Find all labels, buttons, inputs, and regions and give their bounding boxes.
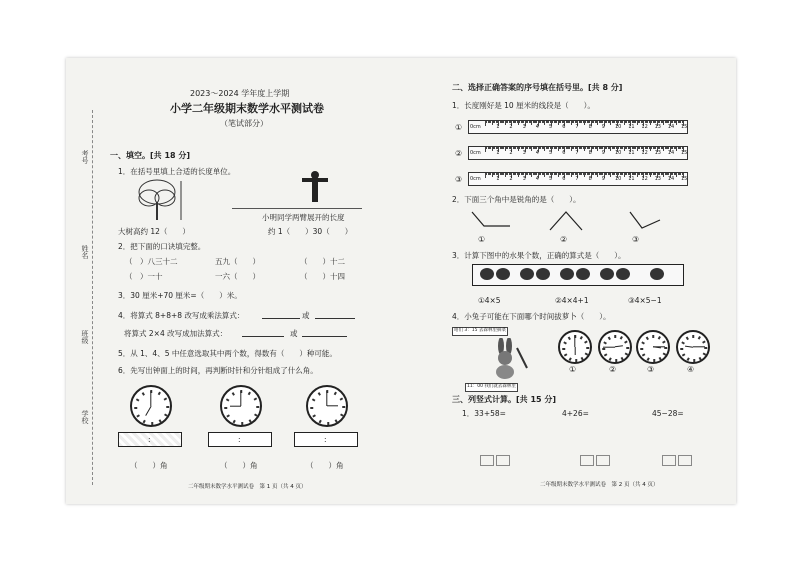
calc-q1c: 45−28= bbox=[652, 409, 684, 418]
clock-hour-mark bbox=[659, 357, 662, 360]
clock-hour-mark bbox=[584, 340, 587, 343]
ruler-unit-label: 0cm bbox=[470, 124, 481, 130]
ruler bbox=[468, 172, 688, 186]
footer-left: 二年级期末数学水平测试卷 第 1 页（共 4 页） bbox=[188, 484, 307, 490]
clock-hour-mark bbox=[663, 352, 666, 355]
clock-hour-mark bbox=[581, 357, 584, 360]
clock-hour-mark bbox=[563, 342, 566, 345]
clock-hour-mark bbox=[614, 335, 616, 338]
q3-option: ③4×5−1 bbox=[628, 296, 662, 305]
ruler bbox=[468, 120, 688, 134]
clock-hour-mark bbox=[248, 392, 251, 395]
q4-or-2: 或 bbox=[290, 329, 298, 338]
ruler-number: 13 bbox=[654, 176, 661, 182]
clock-hour-mark bbox=[254, 397, 257, 400]
clock-hour-mark bbox=[647, 358, 650, 361]
clock-hour-mark bbox=[641, 342, 644, 345]
clock-option bbox=[636, 330, 670, 364]
fruit-icon bbox=[650, 268, 664, 280]
r-q3-text: 3．计算下图中的水果个数，正确的算式是（ ）。 bbox=[452, 251, 626, 260]
clock-hour-mark bbox=[609, 358, 612, 361]
minute-hand bbox=[603, 346, 615, 347]
clock-hour-mark bbox=[233, 420, 236, 423]
clock-hour-mark bbox=[224, 408, 227, 410]
fruit-icon bbox=[560, 268, 574, 280]
q4-blank-2a[interactable] bbox=[242, 336, 284, 337]
clock-hour-mark bbox=[335, 419, 338, 422]
section3-heading: 三、列竖式计算。[共 15 分] bbox=[452, 395, 557, 404]
rabbit-image bbox=[485, 338, 535, 380]
r-q4-text: 4．小兔子可能在下面哪个时间拔萝卜（ ）。 bbox=[452, 312, 611, 321]
gutter-label-class: 班级 bbox=[81, 330, 89, 344]
clock-hour-mark bbox=[143, 420, 146, 423]
option-mark: ① bbox=[455, 123, 463, 132]
clock-hour-mark bbox=[256, 406, 259, 408]
clock-hour-mark bbox=[242, 422, 244, 425]
ruler-number: 4 bbox=[535, 124, 539, 130]
q4-text-2: 将算式 2×4 改写成加法算式： bbox=[124, 329, 228, 338]
gutter-label-id: 考号 bbox=[81, 150, 89, 164]
rabbit-speech-2: 11：00 我们就去森林里 bbox=[465, 383, 518, 392]
r-q1-text: 1．长度刚好是 10 厘米的线段是（ ）。 bbox=[452, 101, 595, 110]
clock-hour-mark bbox=[152, 422, 154, 425]
q2-text: 2．把下面的口诀填完整。 bbox=[118, 242, 206, 251]
clock-hour-mark bbox=[642, 354, 645, 357]
angle-answer[interactable]: （ ）角 bbox=[220, 461, 258, 470]
fruit-icon bbox=[480, 268, 494, 280]
angle-option-mark: ② bbox=[560, 235, 568, 244]
r-q2-text: 2．下面三个角中是锐角的是（ ）。 bbox=[452, 195, 581, 204]
time-answer-box[interactable] bbox=[208, 432, 272, 447]
q4-blank-1b[interactable] bbox=[315, 318, 355, 319]
hour-hand bbox=[327, 405, 338, 406]
clock-hour-mark bbox=[342, 406, 345, 408]
clock-hour-mark bbox=[680, 349, 683, 351]
q3-option: ①4×5 bbox=[478, 296, 501, 305]
clock-hour-mark bbox=[640, 349, 643, 351]
ruler-number: 14 bbox=[667, 176, 675, 182]
person-arms-image bbox=[300, 170, 330, 204]
option-mark: ③ bbox=[455, 175, 463, 184]
clock-option bbox=[558, 330, 592, 364]
ruler-number: 14 bbox=[667, 150, 675, 156]
clock-hour-mark bbox=[686, 337, 689, 340]
q2-item: 五九（ ） bbox=[215, 257, 260, 266]
time-answer-box[interactable] bbox=[118, 432, 182, 447]
calc-q1a: 1．33+58= bbox=[462, 409, 506, 418]
clock-hour-mark bbox=[624, 340, 627, 343]
q2-item: （ ）八三十二 bbox=[125, 257, 178, 266]
ruler-number: 2 bbox=[509, 150, 513, 156]
section1-heading: 一、填空。[共 18 分] bbox=[110, 151, 191, 160]
ruler-number: 6 bbox=[562, 124, 566, 130]
clock-option-mark: ③ bbox=[647, 365, 655, 374]
ruler-number: 15 bbox=[681, 124, 688, 130]
clock-option-mark: ④ bbox=[687, 365, 695, 374]
ruler-number: 1 bbox=[496, 176, 500, 182]
ruler-number: 7 bbox=[575, 150, 579, 156]
header-year: 2023～2024 学年度上学期 bbox=[190, 89, 290, 98]
ruler-number: 5 bbox=[549, 176, 553, 182]
ruler-number: 11 bbox=[628, 176, 635, 182]
gutter-label-school: 学校 bbox=[81, 410, 89, 424]
fruit-icon bbox=[576, 268, 590, 280]
ruler-unit-label: 0cm bbox=[470, 150, 481, 156]
clock-hour-mark bbox=[310, 408, 313, 410]
clock-hour-mark bbox=[334, 392, 337, 395]
fruit-icon bbox=[616, 268, 630, 280]
clock-hour-mark bbox=[603, 342, 606, 345]
q4-or-1: 或 bbox=[302, 311, 310, 320]
ruler-number: 7 bbox=[575, 176, 579, 182]
clock-option bbox=[598, 330, 632, 364]
ruler-number: 2 bbox=[509, 124, 513, 130]
hour-hand bbox=[574, 347, 575, 355]
ruler-number: 3 bbox=[522, 176, 526, 182]
clock-hour-mark bbox=[142, 392, 145, 395]
clock-hour-mark bbox=[254, 413, 257, 416]
hour-hand bbox=[685, 345, 694, 347]
minute-hand bbox=[693, 346, 705, 347]
hour-hand bbox=[615, 345, 624, 347]
clock-hour-mark bbox=[249, 419, 252, 422]
minute-hand bbox=[574, 335, 575, 347]
ruler-unit-label: 0cm bbox=[470, 176, 481, 182]
angle-option-mark: ① bbox=[478, 235, 486, 244]
q2-item: （ ）十四 bbox=[300, 272, 345, 281]
q6-text: 6．先写出钟面上的时间，再判断时针和分针组成了什么角。 bbox=[118, 366, 318, 375]
angle-answer[interactable]: （ ）角 bbox=[130, 461, 168, 470]
clock-hour-mark bbox=[698, 336, 701, 339]
hour-hand bbox=[145, 406, 152, 416]
ruler-number: 15 bbox=[681, 176, 688, 182]
q3-text: 3．30 厘米+70 厘米=（ ）米。 bbox=[118, 291, 242, 300]
clock-hour-mark bbox=[164, 413, 167, 416]
clock-hour-mark bbox=[562, 349, 565, 351]
ruler-number: 3 bbox=[522, 150, 526, 156]
fruit-icon bbox=[600, 268, 614, 280]
clock-hour-mark bbox=[692, 335, 694, 338]
clock-hour-mark bbox=[576, 359, 578, 362]
ruler-number: 15 bbox=[681, 150, 688, 156]
clock-hour-mark bbox=[159, 419, 162, 422]
ruler-number: 13 bbox=[654, 150, 661, 156]
clock-hour-mark bbox=[602, 349, 605, 351]
time-colon: : bbox=[148, 435, 151, 444]
clock-hour-mark bbox=[658, 336, 661, 339]
ruler-number: 8 bbox=[588, 124, 592, 130]
tree-image bbox=[135, 178, 190, 223]
clock-hour-mark bbox=[682, 354, 685, 357]
q4-blank-2b[interactable] bbox=[302, 336, 347, 337]
minute-hand bbox=[150, 391, 151, 406]
ruler-number: 4 bbox=[535, 176, 539, 182]
clock-hour-mark bbox=[702, 340, 705, 343]
minute-hand bbox=[240, 391, 241, 406]
clock-hour-mark bbox=[620, 336, 623, 339]
clock-hour-mark bbox=[694, 359, 696, 362]
exam-subtitle: （笔试部分） bbox=[220, 119, 268, 128]
ruler-number: 5 bbox=[549, 150, 553, 156]
clock-hour-mark bbox=[328, 422, 330, 425]
q1-person-text-1: 小明同学两臂展开的长度 bbox=[262, 213, 345, 222]
clock-hour-mark bbox=[226, 399, 229, 402]
ruler-number: 6 bbox=[562, 176, 566, 182]
q1-tree-text: 大树高约 12（ ） bbox=[118, 227, 190, 236]
answer-box[interactable] bbox=[662, 455, 676, 466]
answer-box[interactable] bbox=[480, 455, 494, 466]
q5-text: 5．从 1、4、5 中任意选取其中两个数，得数有（ ）种可能。 bbox=[118, 349, 337, 358]
fruit-icon bbox=[520, 268, 534, 280]
ruler-number: 9 bbox=[601, 124, 605, 130]
clock-hour-mark bbox=[621, 357, 624, 360]
option-mark: ② bbox=[455, 149, 463, 158]
clock-hour-mark bbox=[568, 337, 571, 340]
ruler-number: 12 bbox=[641, 124, 648, 130]
angle-answer[interactable]: （ ）角 bbox=[306, 461, 344, 470]
ruler-number: 2 bbox=[509, 176, 513, 182]
answer-box[interactable] bbox=[496, 455, 510, 466]
clock-hour-mark bbox=[136, 399, 139, 402]
clock-hour-mark bbox=[699, 357, 702, 360]
ruler-number: 10 bbox=[615, 150, 622, 156]
clock-face bbox=[306, 385, 348, 427]
exam-title: 小学二年级期末数学水平测试卷 bbox=[170, 102, 324, 115]
clock-hour-mark bbox=[340, 397, 343, 400]
clock-hour-mark bbox=[137, 415, 140, 418]
ruler-number: 6 bbox=[562, 150, 566, 156]
clock-hour-mark bbox=[626, 347, 629, 349]
clock-face bbox=[130, 385, 172, 427]
angle-option-mark: ③ bbox=[632, 235, 640, 244]
clock-hour-mark bbox=[318, 392, 321, 395]
ruler-number: 9 bbox=[601, 150, 605, 156]
clock-hour-mark bbox=[134, 408, 137, 410]
clock-option-mark: ① bbox=[569, 365, 577, 374]
gutter-label-name: 姓名 bbox=[81, 245, 89, 259]
ruler-number: 11 bbox=[628, 150, 635, 156]
footer-right: 二年级期末数学水平测试卷 第 2 页（共 4 页） bbox=[540, 482, 659, 488]
clock-hour-mark bbox=[662, 340, 665, 343]
ruler-number: 11 bbox=[628, 124, 635, 130]
clock-hour-mark bbox=[340, 413, 343, 416]
q2-item: 一六（ ） bbox=[215, 272, 260, 281]
ruler-number: 10 bbox=[615, 124, 622, 130]
ruler-number: 7 bbox=[575, 124, 579, 130]
clock-hour-mark bbox=[586, 347, 589, 349]
ruler-number: 8 bbox=[588, 176, 592, 182]
clock-hour-mark bbox=[646, 337, 649, 340]
clock-option-mark: ② bbox=[609, 365, 617, 374]
arm-span-line bbox=[232, 208, 362, 209]
ruler-number: 1 bbox=[496, 150, 500, 156]
clock-hour-mark bbox=[608, 337, 611, 340]
minute-hand bbox=[653, 346, 665, 347]
clock-hour-mark bbox=[652, 335, 654, 338]
ruler-number: 13 bbox=[654, 124, 661, 130]
clock-hour-mark bbox=[580, 336, 583, 339]
clock-hour-mark bbox=[319, 420, 322, 423]
ruler-number: 10 bbox=[615, 176, 622, 182]
clock-hour-mark bbox=[616, 359, 618, 362]
ruler-number: 12 bbox=[641, 150, 648, 156]
clock-face bbox=[220, 385, 262, 427]
clock-hour-mark bbox=[158, 392, 161, 395]
ruler bbox=[468, 146, 688, 160]
minute-hand bbox=[326, 391, 327, 406]
ruler-number: 14 bbox=[667, 124, 675, 130]
q2-item: （ ）十二 bbox=[300, 257, 345, 266]
ruler-number: 9 bbox=[601, 176, 605, 182]
answer-box[interactable] bbox=[580, 455, 594, 466]
clock-hour-mark bbox=[312, 399, 315, 402]
fruit-icon bbox=[536, 268, 550, 280]
q1-text: 1．在括号里填上合适的长度单位。 bbox=[118, 167, 236, 176]
ruler-number: 3 bbox=[522, 124, 526, 130]
rabbit-speech-1: 咱们 3：15 去森林里摘菜 bbox=[452, 327, 508, 336]
clock-hour-mark bbox=[703, 352, 706, 355]
answer-box[interactable] bbox=[678, 455, 692, 466]
clock-hour-mark bbox=[164, 397, 167, 400]
clock-hour-mark bbox=[166, 406, 169, 408]
ruler-number: 1 bbox=[496, 124, 500, 130]
answer-box[interactable] bbox=[596, 455, 610, 466]
clock-hour-mark bbox=[687, 358, 690, 361]
clock-hour-mark bbox=[585, 352, 588, 355]
time-answer-box[interactable] bbox=[294, 432, 358, 447]
ruler-number: 12 bbox=[641, 176, 648, 182]
clock-hour-mark bbox=[681, 342, 684, 345]
clock-hour-mark bbox=[625, 352, 628, 355]
time-colon: : bbox=[324, 435, 327, 444]
clock-hour-mark bbox=[227, 415, 230, 418]
q3-option: ②4×4+1 bbox=[555, 296, 589, 305]
clock-hour-mark bbox=[313, 415, 316, 418]
clock-option bbox=[676, 330, 710, 364]
ruler-number: 5 bbox=[549, 124, 553, 130]
clock-hour-mark bbox=[564, 354, 567, 357]
binding-line bbox=[92, 110, 93, 485]
ruler-number: 4 bbox=[535, 150, 539, 156]
time-colon: : bbox=[238, 435, 241, 444]
clock-hour-mark bbox=[569, 358, 572, 361]
fruit-icon bbox=[496, 268, 510, 280]
clock-hour-mark bbox=[604, 354, 607, 357]
angle-options-image bbox=[470, 208, 670, 236]
q1-person-text-2: 约 1（ ）30（ ） bbox=[268, 227, 353, 236]
q4-text-1: 4．将算式 8+8+8 改写成乘法算式： bbox=[118, 311, 245, 320]
clock-hour-mark bbox=[654, 359, 656, 362]
q4-blank-1a[interactable] bbox=[262, 318, 300, 319]
clock-hour-mark bbox=[232, 392, 235, 395]
calc-q1b: 4+26= bbox=[562, 409, 589, 418]
q2-item: （ ）一十 bbox=[125, 272, 163, 281]
section2-heading: 二、选择正确答案的序号填在括号里。[共 8 分] bbox=[452, 83, 623, 92]
ruler-number: 8 bbox=[588, 150, 592, 156]
